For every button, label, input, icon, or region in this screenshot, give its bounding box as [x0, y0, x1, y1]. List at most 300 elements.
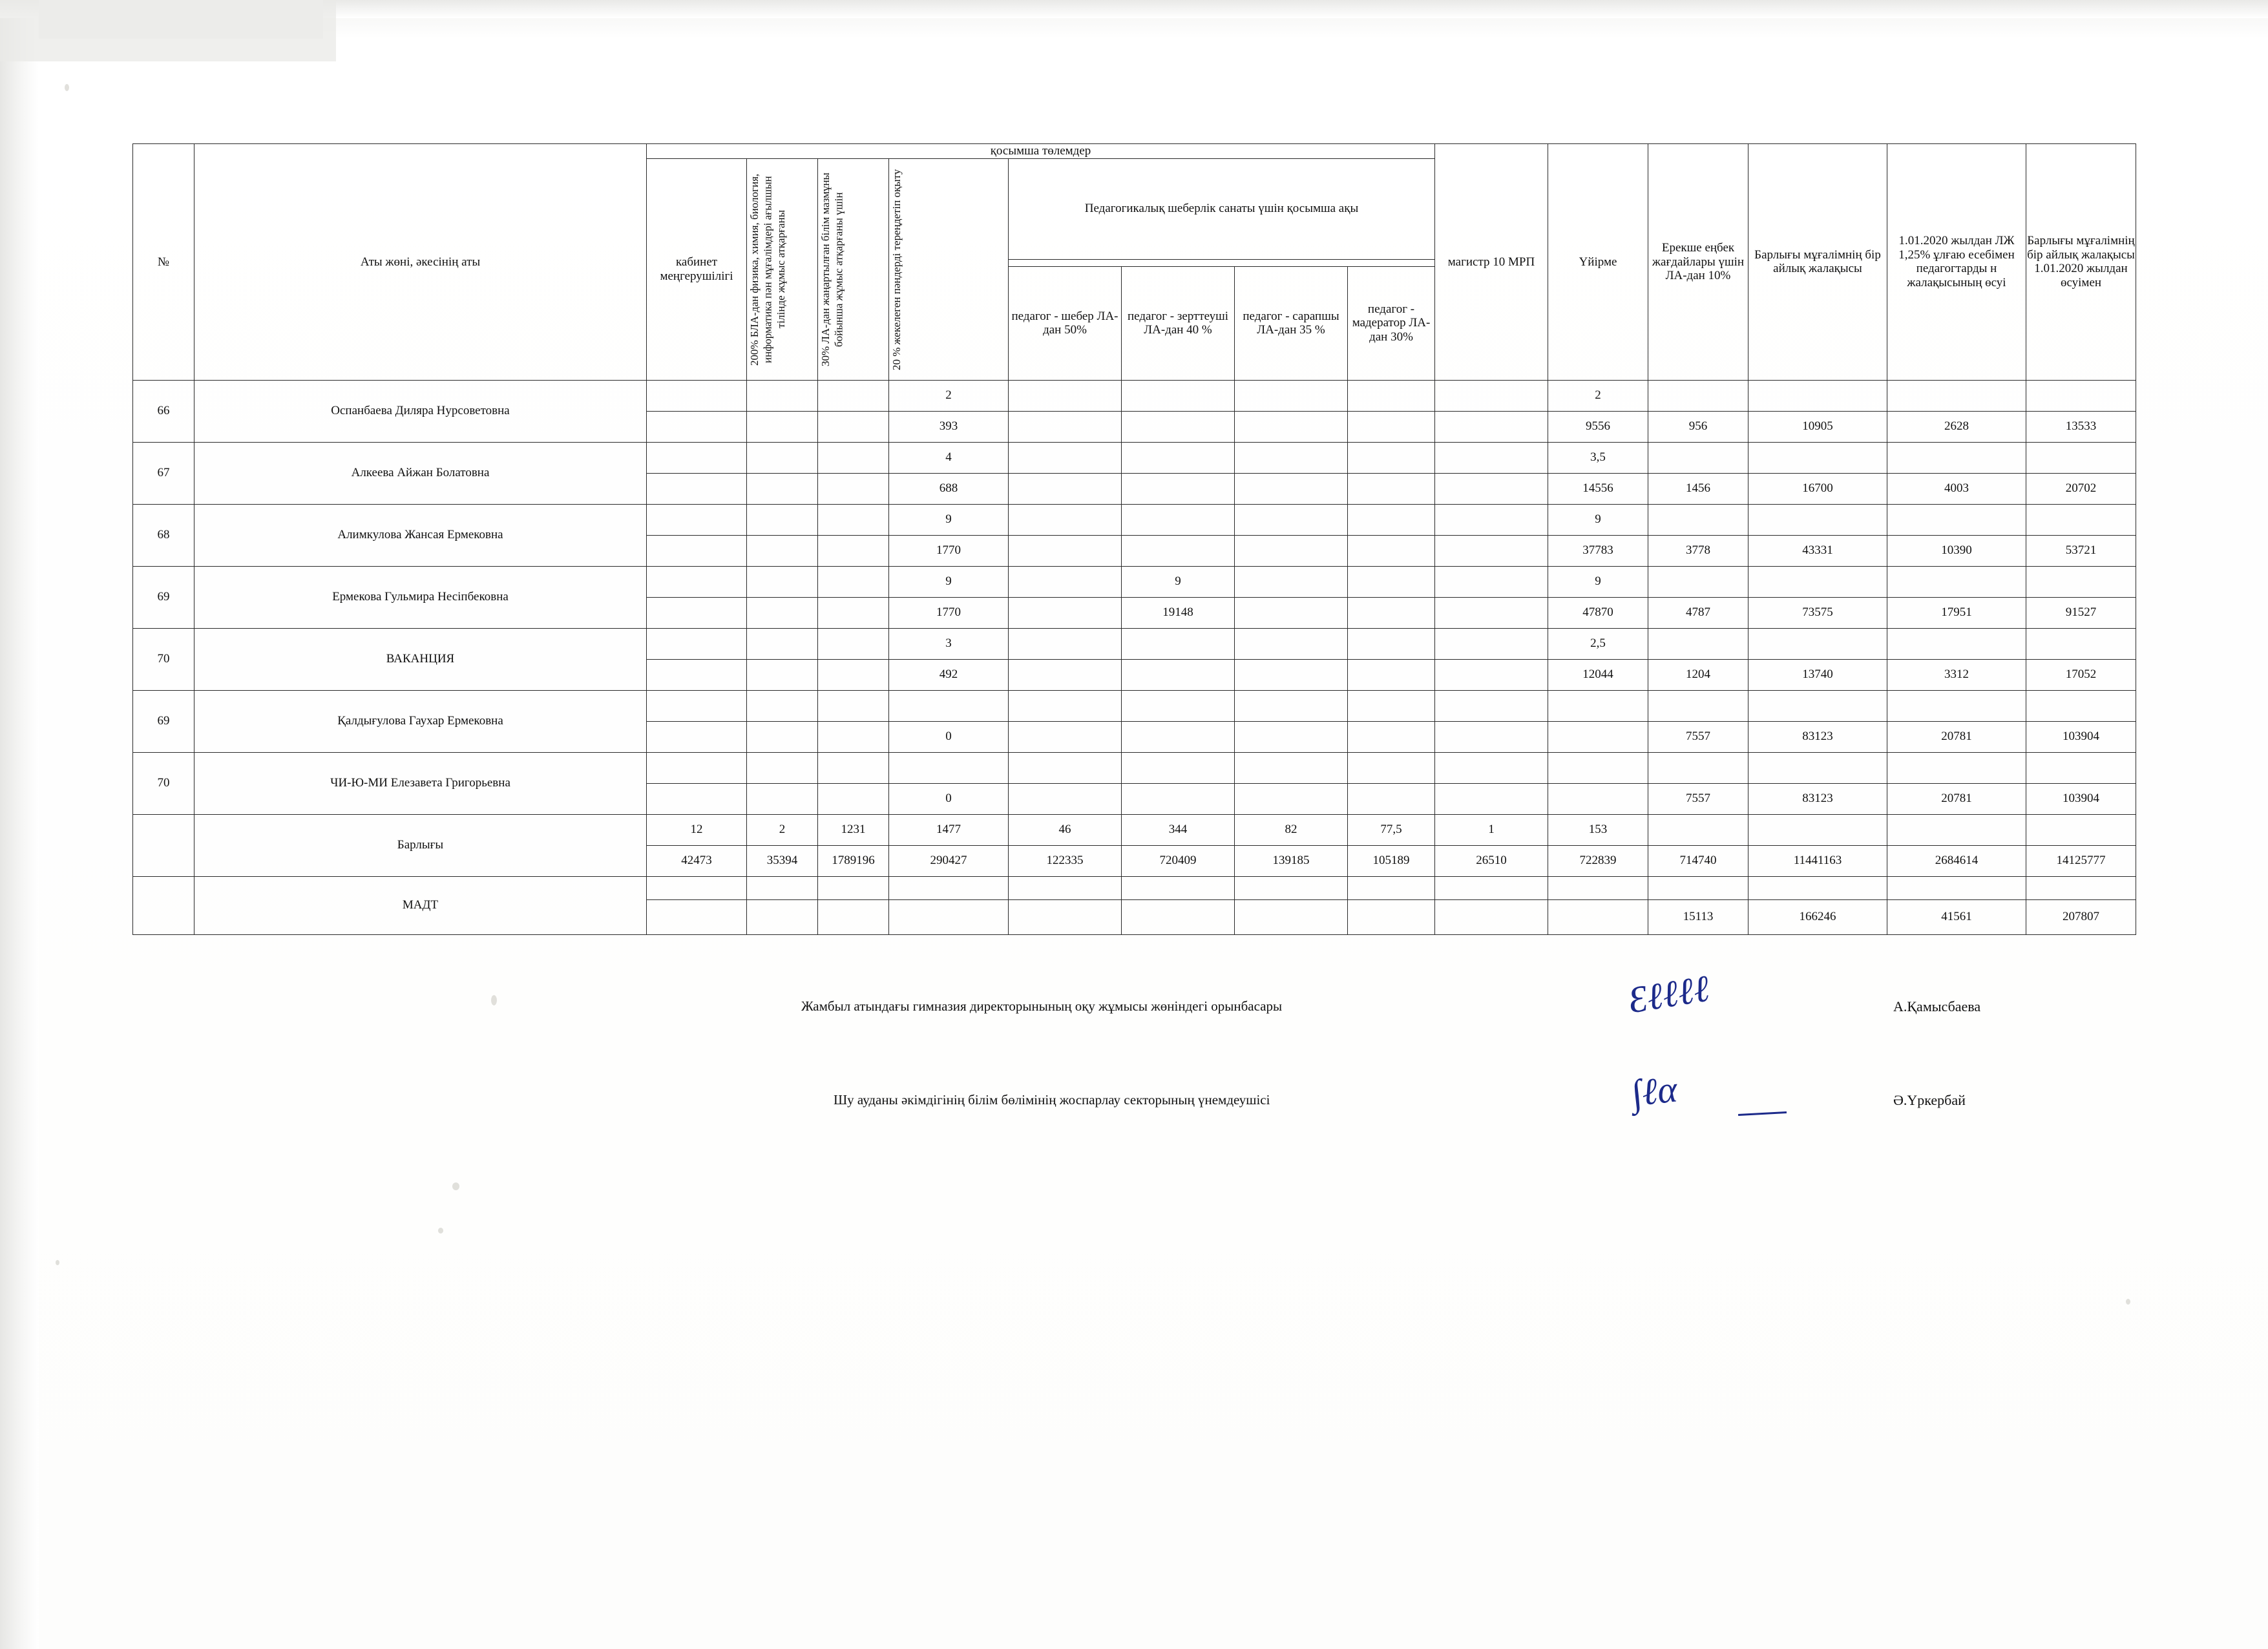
- madt-ped-master: [1009, 899, 1122, 934]
- cell-special: [1648, 504, 1748, 535]
- cell-ped-master-sum: [1009, 721, 1122, 752]
- cell-magistr-sum: [1435, 659, 1548, 690]
- cell-ped-master-sum: [1009, 411, 1122, 442]
- cell-ped-research: 9: [1122, 566, 1235, 597]
- cell-increase: [1887, 442, 2026, 473]
- totals-magistr-sum: 26510: [1435, 845, 1548, 876]
- cell-vert3: 3: [889, 628, 1009, 659]
- cell-vert3: 9: [889, 566, 1009, 597]
- cell-special: [1648, 380, 1748, 411]
- madt-ped-expert: [1235, 899, 1348, 934]
- cell-vert1: [747, 380, 818, 411]
- header-group-pedagogical: Педагогикалық шеберлік санаты үшін қосымша ақы: [1009, 158, 1435, 259]
- cell-increase: [1887, 380, 2026, 411]
- cell-special-sum: 7557: [1648, 783, 1748, 814]
- scan-edge-left: [0, 0, 39, 1649]
- cell-vert2-sum: [818, 411, 889, 442]
- madt-row-empty: [133, 876, 2136, 899]
- cell-ped-expert: [1235, 380, 1348, 411]
- row-no: 69: [133, 566, 194, 628]
- cell-vert3: 9: [889, 504, 1009, 535]
- cell-total-month: [1748, 380, 1887, 411]
- cell-ped-master: [1009, 504, 1122, 535]
- cell-total-month: [1748, 628, 1887, 659]
- madt-total-increase: 207807: [2026, 899, 2136, 934]
- cell-magistr-sum: [1435, 473, 1548, 504]
- scan-speck: [56, 1260, 59, 1265]
- cell-special: [1648, 442, 1748, 473]
- row-no: 70: [133, 628, 194, 690]
- cell-special: [1648, 628, 1748, 659]
- madt-special-empty: [1648, 876, 1748, 899]
- cell-ped-research-sum: [1122, 535, 1235, 566]
- cell-vert1-sum: [747, 721, 818, 752]
- cell-uyirme-sum: 37783: [1548, 535, 1648, 566]
- cell-ped-research-sum: [1122, 659, 1235, 690]
- table-header-row-1: [133, 144, 2136, 159]
- totals-total-increase-count: [2026, 814, 2136, 845]
- cell-cabinet: [647, 504, 747, 535]
- cell-total-increase: [2026, 504, 2136, 535]
- madt-ped-research-empty: [1122, 876, 1235, 899]
- cell-cabinet: [647, 690, 747, 721]
- table-row: [133, 380, 2136, 411]
- madt-vert1: [747, 899, 818, 934]
- cell-cabinet: [647, 752, 747, 783]
- cell-cabinet-sum: [647, 535, 747, 566]
- cell-vert2-sum: [818, 473, 889, 504]
- cell-uyirme: 9: [1548, 566, 1648, 597]
- table-row: [133, 628, 2136, 659]
- cell-special: [1648, 752, 1748, 783]
- madt-magistr-empty: [1435, 876, 1548, 899]
- madt-cabinet: [647, 899, 747, 934]
- header-total-month: Барлығы мұғалімнің бір айлық жалақысы: [1748, 144, 1887, 381]
- totals-ped-moderator-count: 77,5: [1348, 814, 1435, 845]
- cell-vert3-sum: 1770: [889, 597, 1009, 628]
- cell-total-increase: [2026, 380, 2136, 411]
- cell-vert1-sum: [747, 659, 818, 690]
- cell-vert1-sum: [747, 597, 818, 628]
- scan-speck: [452, 1182, 459, 1190]
- cell-ped-moderator-sum: [1348, 411, 1435, 442]
- scan-speck: [491, 995, 497, 1005]
- totals-vert3-sum: 290427: [889, 845, 1009, 876]
- cell-ped-expert: [1235, 504, 1348, 535]
- cell-ped-expert: [1235, 628, 1348, 659]
- cell-total-increase: [2026, 752, 2136, 783]
- cell-ped-master: [1009, 442, 1122, 473]
- cell-uyirme-sum: 47870: [1548, 597, 1648, 628]
- cell-vert2-sum: [818, 597, 889, 628]
- cell-cabinet-sum: [647, 411, 747, 442]
- cell-total-month-sum: 73575: [1748, 597, 1887, 628]
- cell-total-increase-sum: 103904: [2026, 783, 2136, 814]
- cell-vert3-sum: 0: [889, 783, 1009, 814]
- cell-ped-master-sum: [1009, 659, 1122, 690]
- cell-cabinet: [647, 442, 747, 473]
- signature-name-1: А.Қамысбаева: [1893, 998, 1981, 1014]
- cell-ped-research-sum: [1122, 473, 1235, 504]
- row-name: Оспанбаева Диляра Нурсоветовна: [194, 380, 647, 442]
- scan-shadow-corner-inner: [39, 0, 323, 39]
- cell-ped-research-sum: [1122, 411, 1235, 442]
- cell-ped-expert: [1235, 690, 1348, 721]
- cell-vert2: [818, 380, 889, 411]
- cell-vert1-sum: [747, 411, 818, 442]
- cell-uyirme: [1548, 690, 1648, 721]
- cell-ped-expert-sum: [1235, 597, 1348, 628]
- cell-vert2: [818, 566, 889, 597]
- cell-special-sum: 1204: [1648, 659, 1748, 690]
- scan-speck: [65, 84, 69, 91]
- totals-ped-master-count: 46: [1009, 814, 1122, 845]
- cell-special: [1648, 566, 1748, 597]
- cell-special-sum: 7557: [1648, 721, 1748, 752]
- totals-total-month-sum: 11441163: [1748, 845, 1887, 876]
- cell-ped-expert-sum: [1235, 783, 1348, 814]
- totals-cabinet-count: 12: [647, 814, 747, 845]
- cell-ped-master-sum: [1009, 597, 1122, 628]
- cell-uyirme-sum: [1548, 721, 1648, 752]
- madt-vert2: [818, 899, 889, 934]
- cell-magistr-sum: [1435, 411, 1548, 442]
- cell-ped-expert: [1235, 752, 1348, 783]
- cell-ped-moderator: [1348, 752, 1435, 783]
- cell-vert1: [747, 628, 818, 659]
- row-no: 66: [133, 380, 194, 442]
- cell-total-month: [1748, 752, 1887, 783]
- cell-ped-moderator-sum: [1348, 535, 1435, 566]
- cell-uyirme: [1548, 752, 1648, 783]
- cell-magistr: [1435, 690, 1548, 721]
- cell-uyirme: 3,5: [1548, 442, 1648, 473]
- cell-ped-research: [1122, 690, 1235, 721]
- cell-ped-moderator: [1348, 442, 1435, 473]
- totals-ped-expert-count: 82: [1235, 814, 1348, 845]
- cell-ped-research: [1122, 628, 1235, 659]
- row-name: Ермекова Гульмира Несіпбековна: [194, 566, 647, 628]
- totals-ped-expert-sum: 139185: [1235, 845, 1348, 876]
- header-vert-30-la-text: 30% ЛА-дан жаңартылған білім мазмұны бойынша жұмыс атқарғаны үшін: [819, 172, 845, 366]
- cell-vert1: [747, 752, 818, 783]
- cell-total-month-sum: 83123: [1748, 721, 1887, 752]
- cell-vert3-sum: 688: [889, 473, 1009, 504]
- madt-total-month-empty: [1748, 876, 1887, 899]
- cell-ped-master: [1009, 566, 1122, 597]
- table-row: [133, 752, 2136, 783]
- cell-magistr: [1435, 442, 1548, 473]
- cell-vert1: [747, 566, 818, 597]
- header-increase-2020: 1.01.2020 жылдан ЛЖ 1,25% ұлғаю есебімен педагогтарды н жалақысының өсуі: [1887, 144, 2026, 381]
- cell-ped-research-sum: [1122, 721, 1235, 752]
- header-ped-research: педагог - зерттеуші ЛА-дан 40 %: [1122, 266, 1235, 380]
- cell-magistr: [1435, 380, 1548, 411]
- cell-cabinet: [647, 566, 747, 597]
- madt-special: 15113: [1648, 899, 1748, 934]
- totals-magistr-count: 1: [1435, 814, 1548, 845]
- cell-uyirme-sum: [1548, 783, 1648, 814]
- cell-magistr-sum: [1435, 721, 1548, 752]
- madt-ped-expert-empty: [1235, 876, 1348, 899]
- signature-name-2: Ә.Үркербай: [1893, 1092, 1966, 1108]
- signature-title-2: Шу ауданы әкімдігінің білім бөлімінің жоспарлау секторының үнемдеушісі: [834, 1092, 1270, 1108]
- cell-vert3: 4: [889, 442, 1009, 473]
- cell-increase-sum: 10390: [1887, 535, 2026, 566]
- cell-cabinet-sum: [647, 659, 747, 690]
- row-name: Алкеева Айжан Болатовна: [194, 442, 647, 504]
- header-vert-200-bla-text: 200% БЛА-дан физика, химия, биология, информатика пән мұғалімдері ағылшын тілінде жұмыс атқарғаны: [748, 173, 787, 366]
- cell-total-increase: [2026, 690, 2136, 721]
- cell-ped-master-sum: [1009, 783, 1122, 814]
- scan-speck: [438, 1228, 443, 1234]
- cell-ped-moderator: [1348, 504, 1435, 535]
- cell-vert3-sum: 393: [889, 411, 1009, 442]
- cell-total-month-sum: 13740: [1748, 659, 1887, 690]
- cell-total-increase-sum: 53721: [2026, 535, 2136, 566]
- cell-total-month: [1748, 504, 1887, 535]
- cell-cabinet: [647, 380, 747, 411]
- totals-ped-master-sum: 122335: [1009, 845, 1122, 876]
- cell-ped-research: [1122, 380, 1235, 411]
- cell-magistr: [1435, 566, 1548, 597]
- cell-magistr: [1435, 504, 1548, 535]
- cell-increase: [1887, 504, 2026, 535]
- cell-increase: [1887, 690, 2026, 721]
- table-row: [133, 690, 2136, 721]
- cell-vert2: [818, 752, 889, 783]
- row-no: 70: [133, 752, 194, 814]
- cell-total-increase: [2026, 442, 2136, 473]
- cell-ped-expert-sum: [1235, 535, 1348, 566]
- cell-vert2-sum: [818, 659, 889, 690]
- header-vert-30-la: [818, 158, 889, 380]
- header-no: №: [133, 144, 194, 381]
- cell-uyirme: 2: [1548, 380, 1648, 411]
- cell-magistr: [1435, 628, 1548, 659]
- cell-ped-master-sum: [1009, 535, 1122, 566]
- cell-ped-moderator: [1348, 690, 1435, 721]
- madt-uyirme: [1548, 899, 1648, 934]
- cell-ped-research: [1122, 752, 1235, 783]
- cell-vert3-sum: 0: [889, 721, 1009, 752]
- cell-magistr-sum: [1435, 783, 1548, 814]
- madt-magistr: [1435, 899, 1548, 934]
- cell-total-increase-sum: 20702: [2026, 473, 2136, 504]
- cell-total-month-sum: 10905: [1748, 411, 1887, 442]
- cell-ped-moderator-sum: [1348, 597, 1435, 628]
- cell-ped-master: [1009, 628, 1122, 659]
- cell-total-increase-sum: 103904: [2026, 721, 2136, 752]
- cell-increase: [1887, 566, 2026, 597]
- madt-ped-research: [1122, 899, 1235, 934]
- signature-title-1: Жамбыл атындағы гимназия директорынының оқу жұмысы жөніндегі орынбасары: [801, 998, 1283, 1014]
- cell-vert1: [747, 442, 818, 473]
- cell-ped-expert-sum: [1235, 411, 1348, 442]
- cell-increase-sum: 4003: [1887, 473, 2026, 504]
- cell-uyirme-sum: 14556: [1548, 473, 1648, 504]
- totals-vert2-sum: 1789196: [818, 845, 889, 876]
- cell-ped-master: [1009, 752, 1122, 783]
- cell-vert1: [747, 504, 818, 535]
- cell-ped-moderator: [1348, 628, 1435, 659]
- cell-vert1-sum: [747, 535, 818, 566]
- cell-vert1: [747, 690, 818, 721]
- cell-ped-master-sum: [1009, 473, 1122, 504]
- totals-increase-sum: 2684614: [1887, 845, 2026, 876]
- madt-total-month: 166246: [1748, 899, 1887, 934]
- handwritten-signature-1: Ɛℓℓℓℓ: [1625, 967, 1712, 1022]
- cell-increase-sum: 2628: [1887, 411, 2026, 442]
- cell-cabinet-sum: [647, 721, 747, 752]
- cell-magistr: [1435, 752, 1548, 783]
- cell-ped-expert-sum: [1235, 659, 1348, 690]
- cell-total-month-sum: 43331: [1748, 535, 1887, 566]
- header-ped-moderator: педагог - мадератор ЛА-дан 30%: [1348, 266, 1435, 380]
- totals-vert3-count: 1477: [889, 814, 1009, 845]
- cell-vert3: 2: [889, 380, 1009, 411]
- header-ped-expert: педагог - сарапшы ЛА-дан 35 %: [1235, 266, 1348, 380]
- madt-uyirme-empty: [1548, 876, 1648, 899]
- cell-vert2-sum: [818, 783, 889, 814]
- header-special-conditions: Ерекше еңбек жағдайлары үшін ЛА-дан 10%: [1648, 144, 1748, 381]
- totals-uyirme-sum: 722839: [1548, 845, 1648, 876]
- cell-ped-master: [1009, 380, 1122, 411]
- row-name: Қалдығулова Гаухар Ермековна: [194, 690, 647, 752]
- totals-vert1-sum: 35394: [747, 845, 818, 876]
- madt-no-cell: [133, 876, 194, 934]
- cell-vert3: [889, 690, 1009, 721]
- cell-total-increase: [2026, 628, 2136, 659]
- cell-cabinet-sum: [647, 597, 747, 628]
- totals-vert2-count: 1231: [818, 814, 889, 845]
- row-no: 68: [133, 504, 194, 566]
- cell-uyirme-sum: 12044: [1548, 659, 1648, 690]
- header-uyirme: Үйірме: [1548, 144, 1648, 381]
- cell-total-increase-sum: 13533: [2026, 411, 2136, 442]
- madt-label: МАДТ: [194, 876, 647, 934]
- cell-special-sum: 4787: [1648, 597, 1748, 628]
- cell-total-increase-sum: 91527: [2026, 597, 2136, 628]
- totals-increase-count: [1887, 814, 2026, 845]
- totals-ped-moderator-sum: 105189: [1348, 845, 1435, 876]
- totals-no-cell: [133, 814, 194, 876]
- cell-ped-expert-sum: [1235, 473, 1348, 504]
- madt-total-increase-empty: [2026, 876, 2136, 899]
- header-ped-master: педагог - шебер ЛА-дан 50%: [1009, 266, 1122, 380]
- totals-special-sum: 714740: [1648, 845, 1748, 876]
- cell-uyirme: 2,5: [1548, 628, 1648, 659]
- cell-special: [1648, 690, 1748, 721]
- cell-vert2: [818, 504, 889, 535]
- row-name: ЧИ-Ю-МИ Елезавета Григорьевна: [194, 752, 647, 814]
- cell-vert2: [818, 628, 889, 659]
- cell-vert2: [818, 442, 889, 473]
- totals-total-month-count: [1748, 814, 1887, 845]
- totals-special-count: [1648, 814, 1748, 845]
- cell-cabinet-sum: [647, 783, 747, 814]
- cell-special-sum: 1456: [1648, 473, 1748, 504]
- cell-increase-sum: 3312: [1887, 659, 2026, 690]
- cell-ped-research: [1122, 442, 1235, 473]
- madt-cabinet-empty: [647, 876, 747, 899]
- cell-total-month-sum: 16700: [1748, 473, 1887, 504]
- cell-ped-expert: [1235, 566, 1348, 597]
- madt-increase-empty: [1887, 876, 2026, 899]
- totals-label: Барлығы: [194, 814, 647, 876]
- madt-ped-moderator-empty: [1348, 876, 1435, 899]
- totals-row-counts: [133, 814, 2136, 845]
- scan-speck: [2126, 1299, 2130, 1305]
- table-row: [133, 442, 2136, 473]
- cell-magistr-sum: [1435, 597, 1548, 628]
- cell-increase: [1887, 628, 2026, 659]
- row-name: ВАКАНЦИЯ: [194, 628, 647, 690]
- cell-increase-sum: 20781: [1887, 783, 2026, 814]
- header-name: Аты жөні, әкесінің аты: [194, 144, 647, 381]
- cell-special-sum: 956: [1648, 411, 1748, 442]
- cell-total-increase-sum: 17052: [2026, 659, 2136, 690]
- cell-total-month-sum: 83123: [1748, 783, 1887, 814]
- handwritten-signature-2: ∫ℓα: [1629, 1067, 1679, 1115]
- cell-ped-moderator-sum: [1348, 659, 1435, 690]
- madt-increase: 41561: [1887, 899, 2026, 934]
- cell-total-month: [1748, 690, 1887, 721]
- cell-vert1-sum: [747, 783, 818, 814]
- madt-vert3: [889, 899, 1009, 934]
- header-cabinet: кабинет меңгерушілігі: [647, 158, 747, 380]
- cell-ped-master: [1009, 690, 1122, 721]
- madt-vert2-empty: [818, 876, 889, 899]
- cell-cabinet-sum: [647, 473, 747, 504]
- cell-vert1-sum: [747, 473, 818, 504]
- cell-ped-expert: [1235, 442, 1348, 473]
- cell-total-increase: [2026, 566, 2136, 597]
- cell-vert3-sum: 1770: [889, 535, 1009, 566]
- cell-special-sum: 3778: [1648, 535, 1748, 566]
- cell-vert3: [889, 752, 1009, 783]
- cell-ped-expert-sum: [1235, 721, 1348, 752]
- row-no: 69: [133, 690, 194, 752]
- madt-ped-master-empty: [1009, 876, 1122, 899]
- cell-ped-research-sum: 19148: [1122, 597, 1235, 628]
- scan-edge-top: [0, 0, 2268, 18]
- header-magistr: магистр 10 МРП: [1435, 144, 1548, 381]
- totals-vert1-count: 2: [747, 814, 818, 845]
- table-row: [133, 504, 2136, 535]
- madt-ped-moderator: [1348, 899, 1435, 934]
- cell-ped-moderator-sum: [1348, 783, 1435, 814]
- cell-ped-moderator-sum: [1348, 721, 1435, 752]
- totals-cabinet-sum: 42473: [647, 845, 747, 876]
- cell-vert2-sum: [818, 721, 889, 752]
- header-vert-200-bla: [747, 158, 818, 380]
- cell-ped-research: [1122, 504, 1235, 535]
- cell-ped-moderator: [1348, 380, 1435, 411]
- totals-ped-research-count: 344: [1122, 814, 1235, 845]
- cell-uyirme-sum: 9556: [1548, 411, 1648, 442]
- header-vert-20-deep-text: 20 % жекелеген пәндерді тереңдетіп оқыту: [890, 169, 903, 370]
- madt-vert3-empty: [889, 876, 1009, 899]
- cell-ped-moderator: [1348, 566, 1435, 597]
- table-row: [133, 566, 2136, 597]
- header-vert-20-deep: [889, 158, 1009, 380]
- cell-increase-sum: 20781: [1887, 721, 2026, 752]
- cell-increase-sum: 17951: [1887, 597, 2026, 628]
- header-pedagogical-spacer: [1009, 259, 1435, 266]
- header-total-with-increase: Барлығы мұғалімнің бір айлық жалақысы 1.01.2020 жылдан өсуімен: [2026, 144, 2136, 381]
- cell-vert2-sum: [818, 535, 889, 566]
